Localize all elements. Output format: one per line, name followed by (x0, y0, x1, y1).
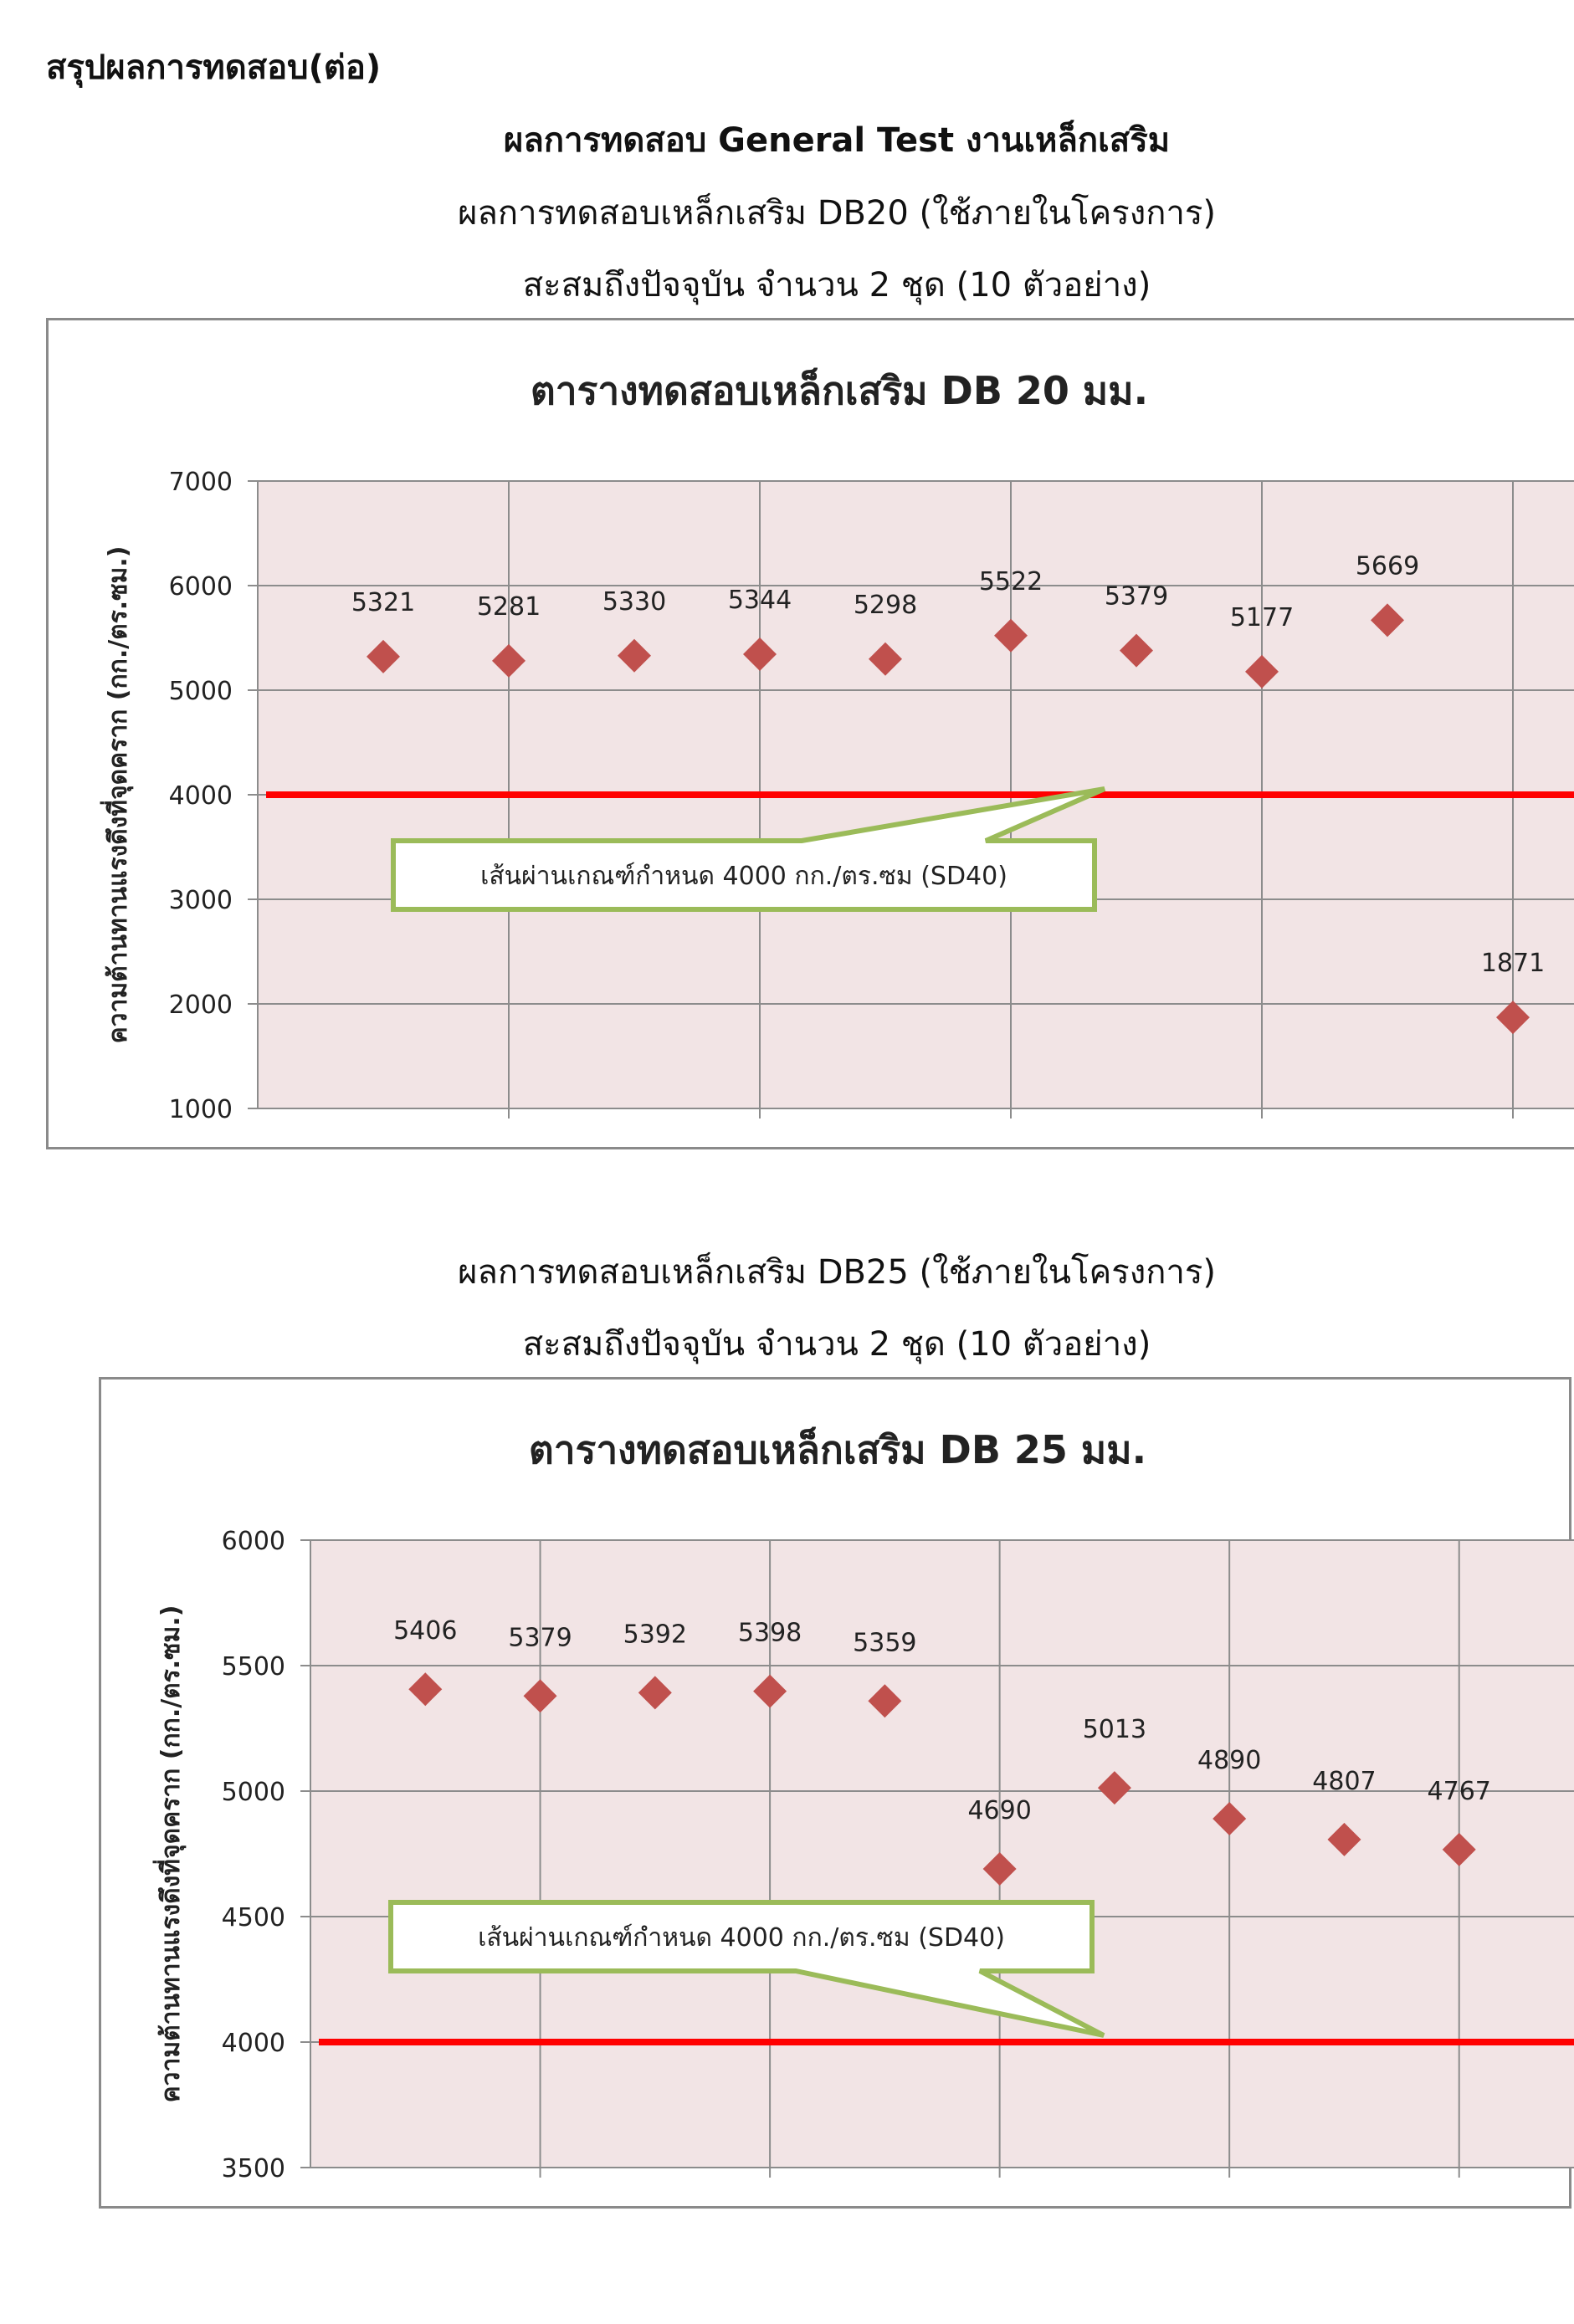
db25-data-label: 5392 (623, 1620, 687, 1650)
page-heading: สรุปผลการทดสอบ(ต่อ) (46, 49, 382, 87)
chart-db20-svg (49, 320, 1574, 1152)
db25-data-label: 5398 (737, 1618, 802, 1648)
db20-ytick-label: 2000 (168, 991, 233, 1020)
db20-ytick-label: 5000 (168, 677, 233, 706)
db25-data-label: 5406 (393, 1616, 458, 1646)
db20-data-label: 5669 (1355, 551, 1420, 581)
section1-line2: สะสมถึงปัจจุบัน จำนวน 2 ชุด (10 ตัวอย่าง) (522, 266, 1151, 305)
db20-data-label: 5281 (476, 591, 541, 622)
db25-title: ตารางทดสอบเหล็กเสริม DB 25 มม. (528, 1427, 1147, 1472)
section1-line1: ผลการทดสอบเหล็กเสริม DB20 (ใช้ภายในโครงการ) (457, 194, 1216, 233)
db25-callout-text: เส้นผ่านเกณฑ์กำหนด 4000 กก./ตร.ซม (SD40) (478, 1923, 1005, 1953)
db20-ytick-label: 1000 (168, 1095, 233, 1124)
db25-data-label: 4890 (1197, 1746, 1262, 1775)
chart-db25 (99, 1377, 1571, 2209)
db25-data-label: 5359 (853, 1628, 917, 1658)
chart-db25-svg (101, 1380, 1574, 2211)
db20-data-label: 1871 (1480, 949, 1546, 979)
db25-ytick-label: 3500 (221, 2154, 285, 2183)
db25-data-label: 4690 (967, 1796, 1032, 1825)
db25-ytick-label: 4500 (221, 1903, 285, 1932)
section2-line1: ผลการทดสอบเหล็กเสริม DB25 (ใช้ภายในโครงการ) (457, 1253, 1216, 1292)
chart-db20 (46, 318, 1574, 1149)
db20-ytick-label: 6000 (168, 572, 233, 601)
db20-data-label: 5379 (1104, 581, 1169, 612)
section2-line2: สะสมถึงปัจจุบัน จำนวน 2 ชุด (10 ตัวอย่าง) (522, 1325, 1151, 1364)
db20-data-label: 5522 (978, 566, 1043, 596)
main-title: ผลการทดสอบ General Test งานเหล็กเสริม (503, 121, 1171, 160)
db20-ytick-label: 4000 (168, 781, 233, 811)
db25-data-label: 5379 (508, 1623, 572, 1653)
db25-ytick-label: 5500 (221, 1652, 285, 1682)
db20-data-label: 5330 (602, 586, 667, 617)
db20-title: ตารางทดสอบเหล็กเสริม DB 20 มม. (530, 368, 1149, 413)
db20-data-label: 5298 (853, 590, 918, 620)
db20-ytick-label: 7000 (168, 468, 233, 497)
db25-data-label: 4767 (1427, 1776, 1491, 1806)
db20-data-label: 5177 (1229, 602, 1295, 632)
db25-data-label: 5013 (1082, 1715, 1147, 1745)
db20-ylabel: ความต้านทานแรงดึงที่จุดคราก (กก./ตร.ซม.) (104, 545, 133, 1044)
db20-data-label: 5321 (351, 587, 416, 617)
db20-data-label: 5344 (727, 586, 792, 615)
db25-ytick-label: 6000 (221, 1527, 285, 1556)
db25-ylabel: ความต้านทานแรงดึงที่จุดคราก (กก./ตร.ซม.) (156, 1605, 186, 2103)
db25-data-label: 4807 (1312, 1766, 1377, 1796)
db25-ytick-label: 5000 (221, 1778, 285, 1807)
db25-ytick-label: 4000 (221, 2029, 285, 2058)
db20-ytick-label: 3000 (168, 886, 233, 915)
db25-plot-area (310, 1540, 1574, 2168)
db20-callout-text: เส้นผ่านเกณฑ์กำหนด 4000 กก./ตร.ซม (SD40) (480, 862, 1007, 891)
